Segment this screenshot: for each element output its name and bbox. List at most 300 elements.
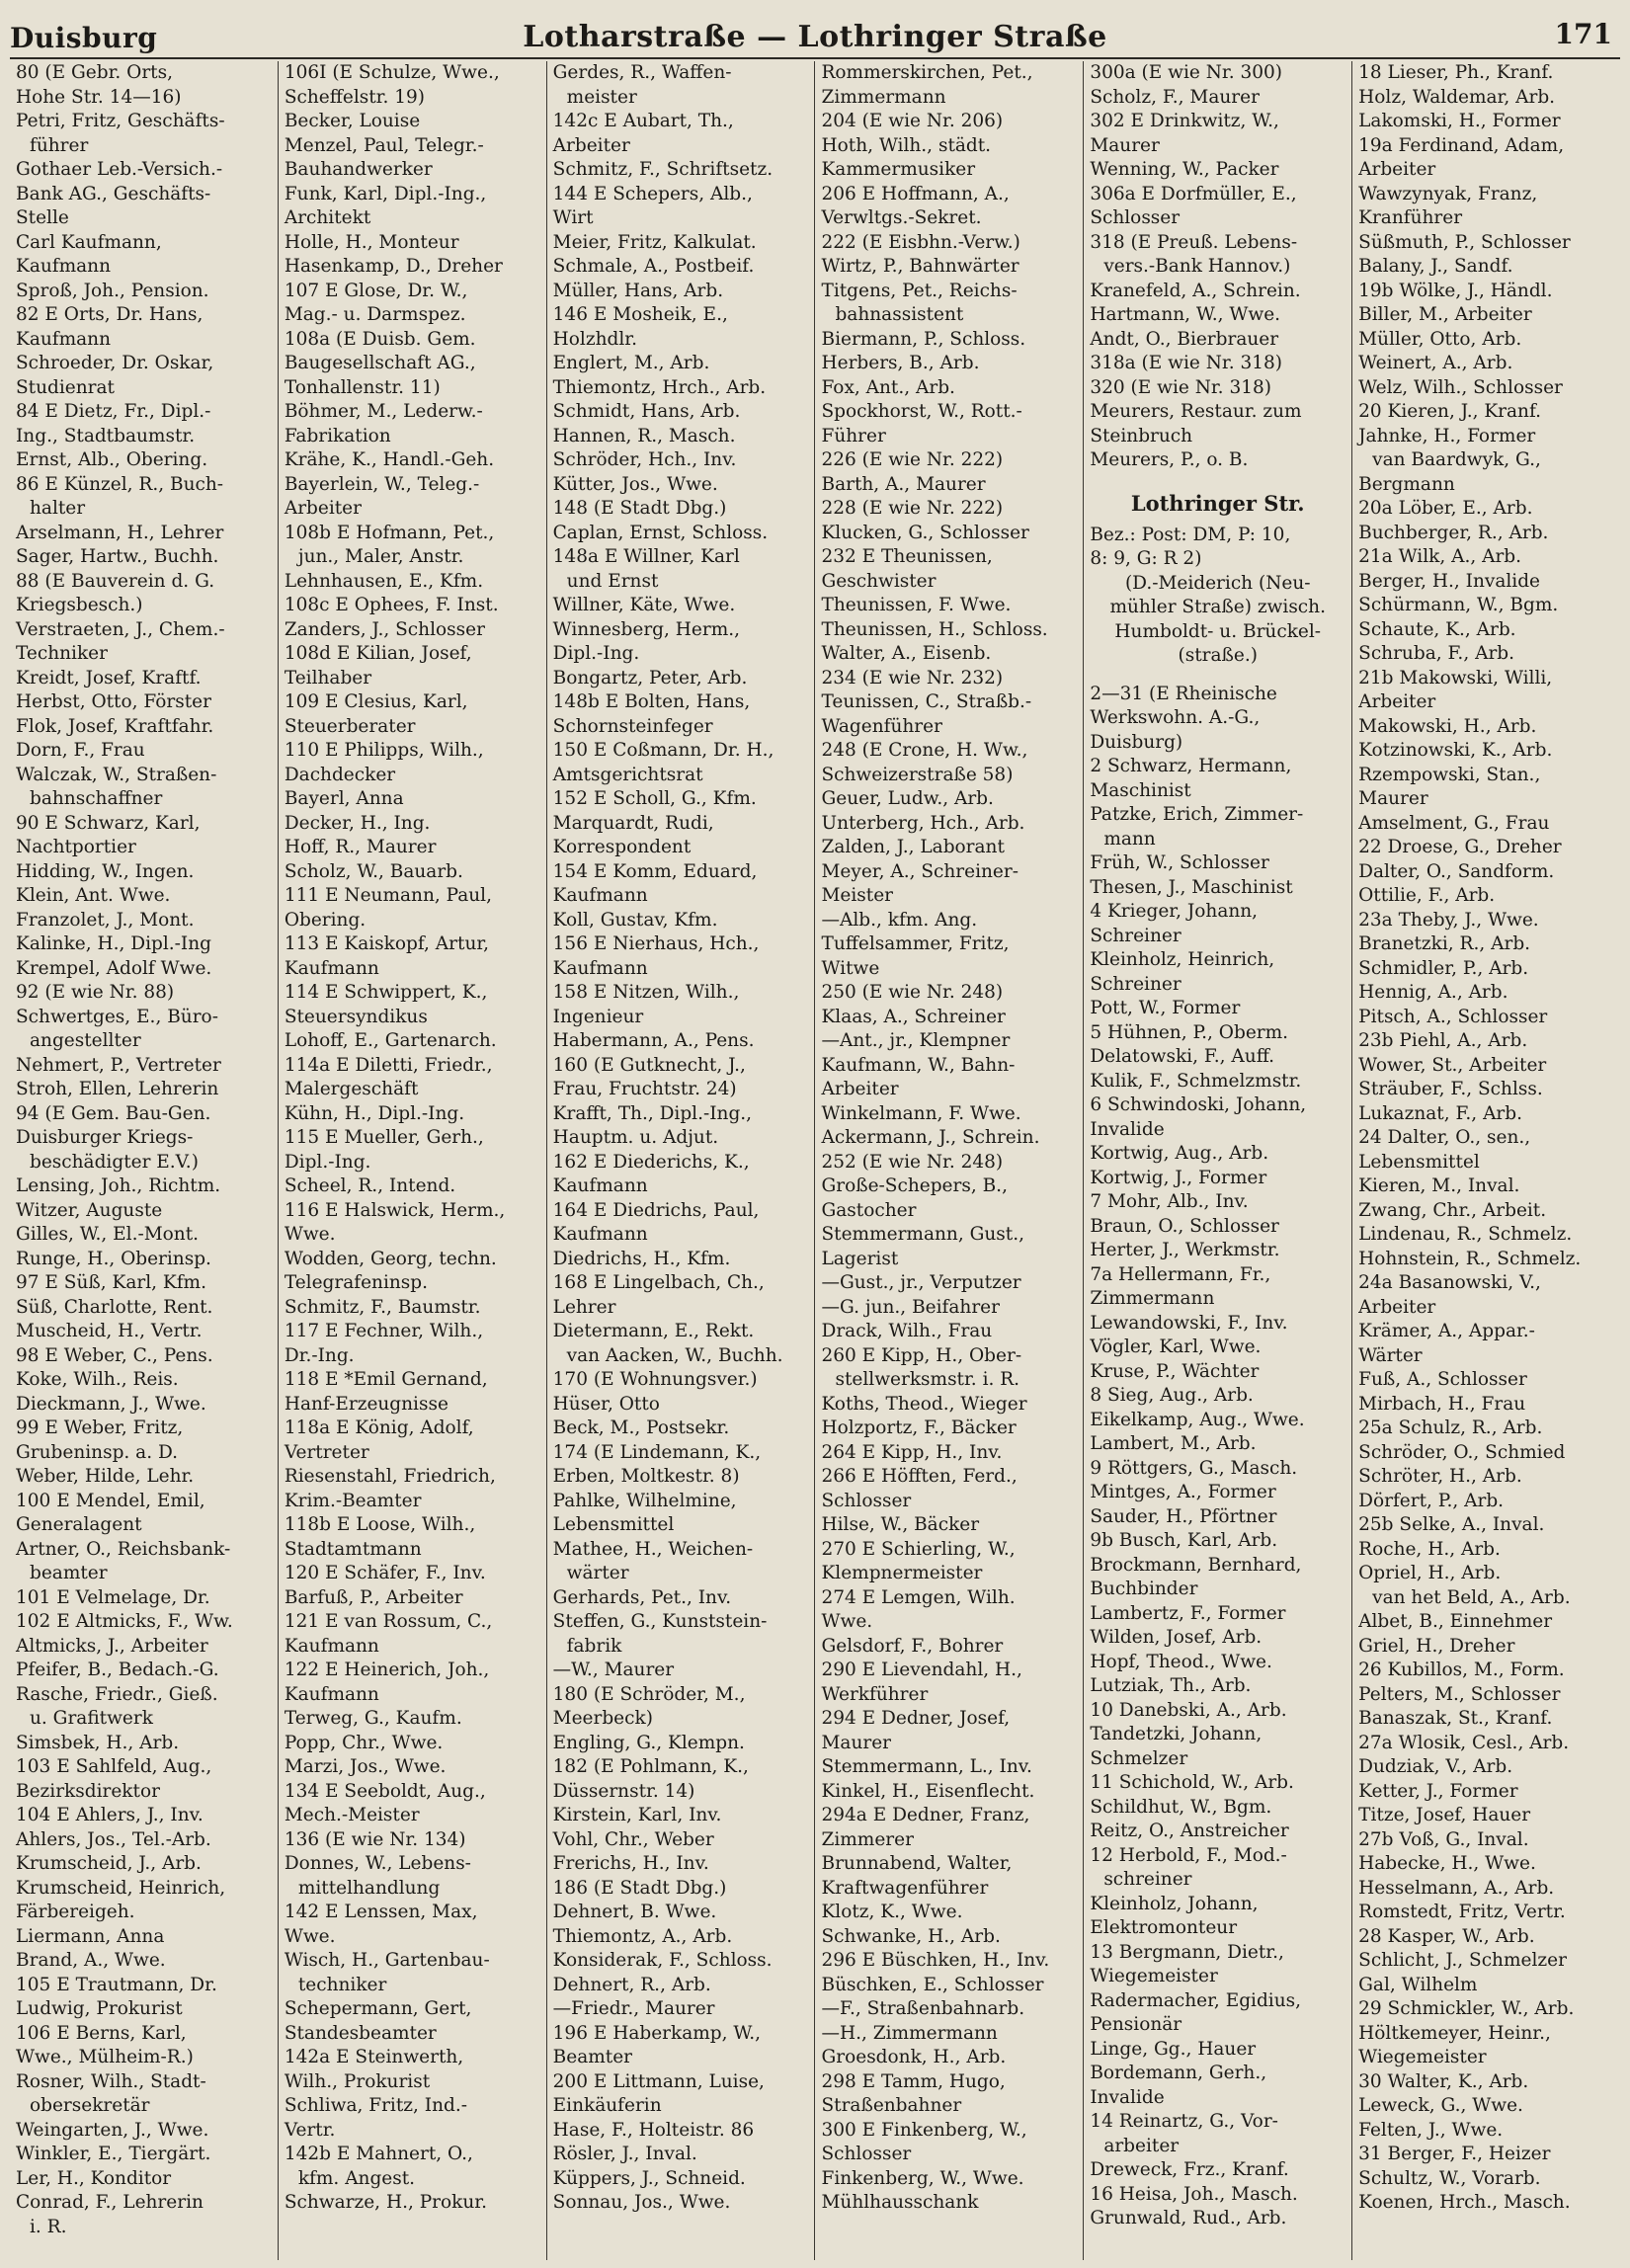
directory-entry: Kaufmann (552, 885, 648, 906)
directory-entry: 142 E Lenssen, Max, (284, 1902, 478, 1922)
directory-entry: Arbeiter (1358, 1296, 1436, 1318)
directory-entry: 107 E Glose, Dr. W., (284, 280, 468, 301)
directory-entry: Wagenführer (821, 715, 942, 737)
directory-entry: Liermann, Anna (16, 1925, 165, 1947)
directory-entry: Kreidt, Josef, Kraftf. (16, 667, 202, 688)
directory-entry: Thiemontz, A., Arb. (552, 1925, 733, 1947)
directory-entry: Buchbinder (1090, 1579, 1198, 1599)
directory-entry: 29 Schmickler, W., Arb. (1358, 1998, 1575, 2019)
directory-entry: Riesenstahl, Friedrich, (284, 1466, 496, 1487)
directory-entry: Sträuber, F., Schlss. (1358, 1079, 1543, 1099)
directory-entry: 90 E Schwarz, Karl, (16, 812, 201, 834)
directory-entry: 121 E van Rossum, C., (284, 1611, 493, 1632)
directory-entry: Albet, B., Einnehmer (1358, 1611, 1553, 1632)
directory-entry: Steuersyndikus (284, 1006, 428, 1027)
directory-entry: Spockhorst, W., Rott.- (821, 401, 1022, 422)
directory-entry: Invalide (1090, 1118, 1165, 1140)
directory-entry: Simsbek, H., Arb. (16, 1732, 180, 1753)
directory-entry: Werkführer (821, 1683, 929, 1705)
directory-entry: 318a (E wie Nr. 318) (1090, 353, 1283, 373)
directory-entry: Schmale, A., Postbeif. (552, 256, 755, 277)
directory-entry: 102 E Altmicks, F., Ww. (16, 1611, 233, 1632)
directory-entry: Kulik, F., Schmelzmstr. (1090, 1070, 1302, 1092)
directory-entry: Krumscheid, Heinrich, (16, 1877, 226, 1899)
directory-entry: 266 E Höfften, Ferd., (821, 1466, 1018, 1487)
directory-entry: Höltkemeyer, Heinr., (1358, 2022, 1551, 2044)
directory-entry: Zimmermann (1090, 1288, 1215, 1309)
directory-entry: Fabrikation (284, 425, 391, 446)
directory-entry: Zwang, Chr., Arbeit. (1358, 1199, 1547, 1221)
directory-entry: 8 Sieg, Aug., Arb. (1090, 1385, 1254, 1406)
directory-entry: 154 E Komm, Eduard, (552, 860, 758, 882)
directory-entry: 252 (E wie Nr. 248) (821, 1151, 1004, 1173)
directory-entry: 18 Lieser, Ph., Kranf. (1358, 62, 1554, 83)
directory-entry: Decker, H., Ing. (284, 812, 431, 834)
directory-entry: 113 E Kaiskopf, Artur, (284, 933, 490, 954)
directory-entry: 7 Mohr, Alb., Inv. (1090, 1191, 1249, 1212)
directory-entry: 5 Hühnen, P., Oberm. (1090, 1021, 1289, 1043)
directory-entry: Kranführer (1358, 207, 1463, 228)
directory-entry: Wärter (1358, 1344, 1423, 1366)
directory-entry: Grubeninsp. a. D. (16, 1441, 179, 1463)
directory-entry: Wwe. (284, 1925, 336, 1947)
directory-entry: 21b Makowski, Willi, (1358, 667, 1553, 688)
directory-entry: Dorn, F., Frau (16, 740, 145, 761)
directory-entry: 100 E Mendel, Emil, (16, 1490, 205, 1511)
directory-entry: Ottilie, F., Arb. (1358, 885, 1496, 906)
city-name: Duisburg (10, 22, 158, 54)
directory-entry: Hüser, Otto (552, 1393, 660, 1415)
directory-entry: 108b E Hofmann, Pet., (284, 522, 495, 543)
directory-entry: 226 (E wie Nr. 222) (821, 449, 1004, 470)
directory-entry: Maurer (821, 1732, 892, 1753)
directory-entry: 274 E Lemgen, Wilh. (821, 1586, 1016, 1608)
directory-entry: Mathee, H., Weichen- (552, 1538, 754, 1560)
directory-entry: Felten, J., Wwe. (1358, 2119, 1504, 2141)
directory-entry: Krumscheid, J., Arb. (16, 1853, 202, 1874)
directory-entry: 30 Walter, K., Arb. (1358, 2070, 1529, 2092)
directory-entry: Kleinholz, Johann, (1090, 1893, 1259, 1914)
directory-entry: 206 E Hoffmann, A., (821, 183, 1010, 204)
directory-entry: 97 E Süß, Karl, Kfm. (16, 1272, 206, 1293)
directory-entry: Schreiner (1090, 925, 1182, 946)
directory-entry: 174 (E Lindemann, K., (552, 1441, 762, 1463)
directory-entry: und Ernst (566, 570, 659, 592)
directory-entry: 148a E Willner, Karl (552, 546, 740, 567)
directory-entry: Franzolet, J., Mont. (16, 909, 195, 931)
directory-entry: Schildhut, W., Bgm. (1090, 1796, 1272, 1818)
column-4 (815, 61, 1084, 2260)
directory-entry: Fox, Ant., Arb. (821, 376, 955, 398)
directory-entry: Kotzinowski, K., Arb. (1358, 740, 1553, 761)
directory-entry: Süßmuth, P., Schlosser (1358, 231, 1571, 253)
directory-entry: 260 E Kipp, H., Ober- (821, 1344, 1022, 1366)
directory-entry: Wirtz, P., Bahnwärter (821, 256, 1019, 277)
directory-entry: Schürmann, W., Bgm. (1358, 595, 1559, 615)
directory-entry: Mintges, A., Former (1090, 1482, 1276, 1502)
directory-entry: 186 (E Stadt Dbg.) (552, 1877, 727, 1899)
directory-entry: Berger, H., Invalide (1358, 570, 1540, 592)
directory-entry: 294a E Dedner, Franz, (821, 1805, 1030, 1825)
directory-entry: van Baardwyk, G., (1372, 449, 1541, 470)
directory-entry: Erben, Moltkestr. 8) (552, 1466, 740, 1487)
directory-entry: Schröder, Hch., Inv. (552, 449, 737, 470)
directory-entry: Wwe., Mülheim-R.) (16, 2047, 194, 2067)
directory-entry: Schröter, H., Arb. (1358, 1466, 1522, 1487)
directory-entry: 108c E Ophees, F. Inst. (284, 595, 499, 615)
directory-entry: Lambertz, F., Former (1090, 1602, 1286, 1624)
directory-entry: —Ant., jr., Klempner (821, 1030, 1011, 1051)
directory-entry: Lagerist (821, 1248, 899, 1269)
directory-entry: Andt, O., Bierbrauer (1090, 328, 1279, 350)
directory-entry: 106I (E Schulze, Wwe., (284, 62, 500, 83)
directory-entry: 118b E Loose, Wilh., (284, 1514, 476, 1535)
directory-entry: Kleinholz, Heinrich, (1090, 949, 1275, 970)
directory-entry: Delatowski, F., Auff. (1090, 1046, 1275, 1067)
directory-entry: Schmidt, Hans, Arb. (552, 401, 741, 422)
directory-entry: 120 E Schäfer, F., Inv. (284, 1563, 486, 1583)
directory-entry: Englert, M., Arb. (552, 353, 710, 373)
directory-entry: 318 (E Preuß. Lebens- (1090, 231, 1298, 253)
directory-entry: Rzempowski, Stan., (1358, 764, 1541, 785)
directory-entry: Funk, Karl, Dipl.-Ing., (284, 183, 487, 204)
directory-entry: Herter, J., Werkmstr. (1090, 1240, 1280, 1260)
directory-entry: Nachtportier (16, 837, 136, 857)
directory-entry: Kaufmann (16, 256, 112, 277)
directory-entry: 12 Herbold, F., Mod.- (1090, 1844, 1287, 1866)
directory-entry: 296 E Büschken, H., Inv. (821, 1950, 1050, 1971)
directory-entry: Schmitz, F., Schriftsetz. (552, 159, 774, 180)
directory-entry: Lutziak, Th., Arb. (1090, 1675, 1252, 1696)
directory-entry: Wiegemeister (1358, 2047, 1487, 2067)
directory-entry: Baugesellschaft AG., (284, 353, 476, 373)
directory-entry: Kirstein, Karl, Inv. (552, 1805, 722, 1825)
directory-entry: Süß, Charlotte, Rent. (16, 1296, 213, 1318)
directory-entry: Hannen, R., Masch. (552, 425, 736, 446)
directory-entry: 300a (E wie Nr. 300) (1090, 62, 1283, 83)
directory-entry: Becker, Louise (284, 111, 421, 131)
directory-entry: Hohnstein, R., Schmelz. (1358, 1248, 1582, 1269)
directory-entry: Conrad, F., Lehrerin (16, 2192, 204, 2213)
directory-entry: Duisburger Kriegs- (16, 1127, 194, 1148)
directory-entry: Holzportz, F., Bäcker (821, 1418, 1017, 1438)
directory-entry: Meister (821, 885, 894, 906)
directory-entry: 196 E Haberkamp, W., (552, 2022, 761, 2044)
directory-entry: Lakomski, H., Former (1358, 111, 1561, 131)
street-info-line: Humboldt- u. Brückel- (1114, 620, 1322, 642)
directory-entry: Kriegsbesch.) (16, 595, 143, 615)
directory-entry: —W., Maurer (552, 1660, 675, 1680)
directory-entry: Vertr. (284, 2119, 336, 2141)
directory-entry: 19a Ferdinand, Adam, (1358, 134, 1565, 156)
directory-entry: Dipl.-Ing. (552, 643, 640, 664)
directory-entry: wärter (566, 1563, 629, 1583)
directory-entry: Bezirksdirektor (16, 1780, 160, 1802)
directory-entry: Hopf, Theod., Wwe. (1090, 1651, 1272, 1672)
directory-entry: bahnschaffner (30, 788, 163, 809)
directory-entry: 104 E Ahlers, J., Inv. (16, 1805, 204, 1825)
directory-entry: Lewandowski, F., Inv. (1090, 1312, 1288, 1334)
directory-entry: Terweg, G., Kaufm. (284, 1708, 462, 1729)
directory-entry: 86 E Künzel, R., Buch- (16, 473, 224, 495)
directory-entry: Wilden, Josef, Arb. (1090, 1627, 1263, 1648)
column-1 (10, 61, 279, 2260)
directory-entry: Gelsdorf, F., Bohrer (821, 1635, 1004, 1657)
page-header (10, 18, 1620, 59)
directory-entry: Buchberger, R., Arb. (1358, 522, 1549, 543)
directory-entry: 109 E Clesius, Karl, (284, 691, 468, 712)
directory-entry: Pott, W., Former (1090, 998, 1241, 1018)
directory-entry: Wower, St., Arbeiter (1358, 1054, 1547, 1076)
directory-entry: Lindenau, R., Schmelz. (1358, 1224, 1573, 1245)
directory-entry: Ketter, J., Former (1358, 1780, 1518, 1802)
directory-entry: 92 (E wie Nr. 88) (16, 982, 175, 1003)
directory-entry: u. Grafitwerk (30, 1708, 153, 1729)
directory-entry: 11 Schichold, W., Arb. (1090, 1772, 1294, 1793)
directory-entry: Gothaer Leb.-Versich.- (16, 159, 223, 180)
directory-entry: Mech.-Meister (284, 1805, 420, 1825)
directory-entry: Linge, Gg., Hauer (1090, 2038, 1257, 2060)
directory-entry: Früh, W., Schlosser (1090, 852, 1269, 873)
directory-entry: Marquardt, Rudi, (552, 812, 714, 834)
directory-entry: Popp, Chr., Wwe. (284, 1732, 444, 1753)
directory-entry: Leweck, G., Wwe. (1358, 2095, 1523, 2116)
directory-entry: Schlosser (1090, 207, 1181, 228)
directory-entry: Schweizerstraße 58) (821, 764, 1014, 785)
directory-entry: Elektromonteur (1090, 1917, 1238, 1938)
directory-entry: Braun, O., Schlosser (1090, 1215, 1279, 1237)
directory-entry: 142b E Mahnert, O., (284, 2144, 473, 2164)
directory-entry: Müller, Otto, Arb. (1358, 328, 1522, 350)
directory-entry: Kortwig, J., Former (1090, 1167, 1267, 1188)
directory-entry: Beck, M., Postsekr. (552, 1418, 730, 1438)
street-info-line: Bez.: Post: DM, P: 10, (1090, 524, 1291, 545)
directory-entry: Banaszak, St., Kranf. (1358, 1708, 1553, 1729)
directory-entry: 20 Kieren, J., Kranf. (1358, 401, 1542, 422)
directory-entry: Wiegemeister (1090, 1966, 1218, 1986)
directory-entry: 84 E Dietz, Fr., Dipl.- (16, 401, 211, 422)
directory-entry: 222 (E Eisbhn.-Verw.) (821, 231, 1020, 253)
directory-entry: Gerdes, R., Waffen- (552, 62, 732, 83)
directory-entry: Brunnabend, Walter, (821, 1853, 1013, 1874)
directory-entry: Wwe. (284, 1224, 336, 1245)
directory-entry: Dieckmann, J., Wwe. (16, 1393, 206, 1415)
directory-entry: Meier, Fritz, Kalkulat. (552, 231, 757, 253)
directory-entry: —Alb., kfm. Ang. (821, 909, 978, 931)
directory-entry: Ernst, Alb., Obering. (16, 449, 208, 470)
directory-entry: Pelters, M., Schlosser (1358, 1683, 1561, 1705)
directory-entry: Stemmermann, Gust., (821, 1224, 1024, 1245)
page-number: 171 (1554, 18, 1612, 50)
directory-entry: Geuer, Ludw., Arb. (821, 788, 994, 809)
directory-entry: Ingenieur (552, 1006, 644, 1027)
directory-entry: Wwe. (821, 1611, 873, 1632)
directory-entry: Krafft, Th., Dipl.-Ing., (552, 1102, 753, 1124)
directory-entry: Vögler, Karl, Wwe. (1090, 1336, 1262, 1357)
directory-entry: Titze, Josef, Hauer (1358, 1805, 1531, 1825)
directory-entry: —F., Straßenbahnarb. (821, 1998, 1025, 2019)
directory-entry: 162 E Diederichs, K., (552, 1151, 750, 1173)
directory-entry: 168 E Lingelbach, Ch., (552, 1272, 765, 1293)
directory-entry: Düssernstr. 14) (552, 1780, 695, 1802)
directory-entry: Amtsgerichtsrat (552, 764, 703, 785)
directory-entry: Pfeifer, B., Bedach.-G. (16, 1660, 219, 1680)
directory-entry: Stelle (16, 207, 69, 228)
directory-entry: Schlosser (821, 1490, 912, 1511)
directory-entry: Böhmer, M., Lederw.- (284, 401, 483, 422)
directory-entry: Lehrer (552, 1296, 616, 1318)
directory-entry: Verwltgs.-Sekret. (821, 207, 982, 228)
directory-entry: fabrik (566, 1635, 622, 1657)
directory-entry: Rommerskirchen, Pet., (821, 62, 1033, 83)
directory-entry: Biermann, P., Schloss. (821, 328, 1026, 350)
directory-entry: Witwe (821, 957, 880, 979)
directory-entry: 248 (E Crone, H. Ww., (821, 740, 1028, 761)
directory-entry: Dudziak, V., Arb. (1358, 1756, 1513, 1777)
directory-entry: Maschinist (1090, 779, 1191, 801)
directory-entry: Kranefeld, A., Schrein. (1090, 280, 1301, 301)
directory-entry: Maurer (1090, 134, 1160, 156)
directory-entry: Hartmann, W., Wwe. (1090, 304, 1281, 325)
directory-entry: 22 Droese, G., Dreher (1358, 837, 1562, 857)
directory-entry: Telegrafeninsp. (284, 1272, 429, 1293)
directory-entry: Klein, Ant. Wwe. (16, 885, 171, 906)
directory-entry: 14 Reinartz, G., Vor- (1090, 2111, 1278, 2132)
directory-entry: Willner, Käte, Wwe. (552, 595, 736, 615)
directory-entry: Schmidler, P., Arb. (1358, 957, 1529, 979)
directory-entry: Schruba, F., Arb. (1358, 643, 1515, 664)
directory-entry: Hennig, A., Arb. (1358, 982, 1508, 1003)
directory-entry: Herbers, B., Arb. (821, 353, 980, 373)
directory-entry: 6 Schwindoski, Johann, (1090, 1094, 1307, 1115)
directory-entry: 114 E Schwippert, K., (284, 982, 488, 1003)
directory-entry: Krähe, K., Handl.-Geh. (284, 449, 495, 470)
directory-entry: Kraftwagenführer (821, 1877, 989, 1899)
directory-entry: 146 E Mosheik, E., (552, 304, 728, 325)
directory-entry: Bayerlein, W., Teleg.- (284, 473, 480, 495)
directory-entry: 122 E Heinerich, Joh., (284, 1660, 490, 1680)
directory-entry: Habermann, A., Pens. (552, 1030, 755, 1051)
directory-entry: Kieren, M., Inval. (1358, 1175, 1520, 1196)
directory-entry: 99 E Weber, Fritz, (16, 1418, 184, 1438)
directory-entry: Steffen, G., Kunststein- (552, 1611, 768, 1632)
street-info-line: 8: 9, G: R 2) (1090, 548, 1202, 569)
directory-entry: Habecke, H., Wwe. (1358, 1853, 1536, 1874)
directory-entry: van het Beld, A., Arb. (1372, 1586, 1571, 1608)
directory-entry: Lebensmittel (552, 1514, 675, 1535)
directory-entry: Grunwald, Rud., Arb. (1090, 2208, 1287, 2228)
directory-entry: Kalinke, H., Dipl.-Ing (16, 933, 211, 954)
directory-entry: Donnes, W., Lebens- (284, 1853, 471, 1874)
directory-entry: Petri, Fritz, Geschäfts- (16, 111, 225, 131)
directory-entry: 25a Schulz, R., Arb. (1358, 1418, 1543, 1438)
directory-entry: Dehnert, B. Wwe. (552, 1902, 717, 1922)
directory-entry: Kaufmann (284, 1635, 379, 1657)
directory-entry: Lohoff, E., Gartenarch. (284, 1030, 497, 1051)
directory-entry: Färbereigeh. (16, 1902, 135, 1922)
directory-entry: Walczak, W., Straßen- (16, 764, 217, 785)
directory-entry: arbeiter (1103, 2135, 1180, 2156)
directory-entry: Winkelmann, F. Wwe. (821, 1102, 1021, 1124)
directory-entry: Barth, A., Maurer (821, 473, 986, 495)
directory-entry: Gerhards, Pet., Inv. (552, 1586, 732, 1608)
directory-entry: Brockmann, Bernhard, (1090, 1554, 1302, 1576)
directory-entry: Sproß, Joh., Pension. (16, 280, 209, 301)
directory-entry: 306a E Dorfmüller, E., (1090, 183, 1297, 204)
directory-entry: Makowski, H., Arb. (1358, 715, 1537, 737)
directory-entry: —G. jun., Beifahrer (821, 1296, 1000, 1318)
directory-entry: Brand, A., Wwe. (16, 1950, 166, 1971)
directory-entry: Romstedt, Fritz, Vertr. (1358, 1902, 1566, 1922)
directory-entry: Wawzynyak, Franz, (1358, 183, 1538, 204)
directory-entry: Patzke, Erich, Zimmer- (1090, 804, 1304, 825)
directory-entry: kfm. Angest. (297, 2167, 416, 2189)
directory-entry: Holz, Waldemar, Arb. (1358, 86, 1556, 108)
directory-entry: Techniker (16, 643, 108, 664)
directory-entry: 105 E Trautmann, Dr. (16, 1974, 217, 1995)
directory-entry: Maurer (1358, 788, 1428, 809)
directory-entry: Herbst, Otto, Förster (16, 691, 211, 712)
directory-entry: Obering. (284, 909, 367, 931)
directory-entry: Scheel, R., Intend. (284, 1175, 456, 1196)
directory-entry: Finkenberg, W., Wwe. (821, 2167, 1024, 2189)
directory-entry: Roche, H., Arb. (1358, 1538, 1501, 1560)
directory-entry: Kaufmann, W., Bahn- (821, 1054, 1016, 1076)
directory-entry: Verstraeten, J., Chem.- (16, 618, 225, 640)
directory-entry: führer (30, 134, 89, 156)
directory-entry: Beamter (552, 2047, 632, 2067)
directory-entry: 144 E Schepers, Alb., (552, 183, 753, 204)
directory-entry: 302 E Drinkwitz, W., (1090, 111, 1279, 131)
directory-entry: halter (30, 498, 86, 519)
directory-entry: Wilh., Prokurist (284, 2070, 431, 2092)
directory-entry: 232 E Theunissen, (821, 546, 993, 567)
directory-entry: techniker (297, 1974, 387, 1995)
directory-entry: Malergeschäft (284, 1079, 419, 1099)
directory-entry: Stemmermann, L., Inv. (821, 1756, 1032, 1777)
directory-entry: 164 E Diedrichs, Paul, (552, 1199, 760, 1221)
directory-entry: 150 E Coßmann, Dr. H., (552, 740, 774, 761)
directory-entry: Mühlhausschank (821, 2192, 979, 2213)
directory-entry: Caplan, Ernst, Schloss. (552, 522, 769, 543)
directory-entry: Schultz, W., Vorarb. (1358, 2167, 1541, 2189)
directory-entry: 98 E Weber, C., Pens. (16, 1344, 213, 1366)
directory-entry: 111 E Neumann, Paul, (284, 885, 492, 906)
directory-entry: Büschken, E., Schlosser (821, 1974, 1044, 1995)
directory-entry: Arbeiter (821, 1079, 899, 1099)
directory-entry: 115 E Mueller, Gerh., (284, 1127, 484, 1148)
directory-entry: Gilles, W., El.-Mont. (16, 1224, 200, 1245)
directory-entry: 103 E Sahlfeld, Aug., (16, 1756, 212, 1777)
directory-entry: 158 E Nitzen, Wilh., (552, 982, 740, 1003)
directory-entry: Schlicht, J., Schmelzer (1358, 1950, 1567, 1971)
directory-entry: Große-Schepers, B., (821, 1175, 1008, 1196)
directory-entry: Kaufmann (284, 1683, 379, 1705)
directory-entry: Branetzki, R., Arb. (1358, 933, 1531, 954)
directory-entry: 7a Hellermann, Fr., (1090, 1263, 1271, 1285)
directory-entry: Unterberg, Hch., Arb. (821, 812, 1025, 834)
directory-entry: 88 (E Bauverein d. G. (16, 570, 215, 592)
directory-entry: Dachdecker (284, 764, 396, 785)
directory-entry: Führer (821, 425, 886, 446)
directory-entry: Griel, H., Dreher (1358, 1635, 1515, 1657)
directory-entry: Scholz, W., Bauarb. (284, 860, 463, 882)
directory-entry: Arbeiter (1358, 691, 1436, 712)
directory-entry: 228 (E wie Nr. 222) (821, 498, 1004, 519)
directory-entry: bahnassistent (835, 304, 964, 325)
directory-entry: 300 E Finkenberg, W., (821, 2119, 1027, 2141)
directory-entry: Pitsch, A., Schlosser (1358, 1006, 1548, 1027)
